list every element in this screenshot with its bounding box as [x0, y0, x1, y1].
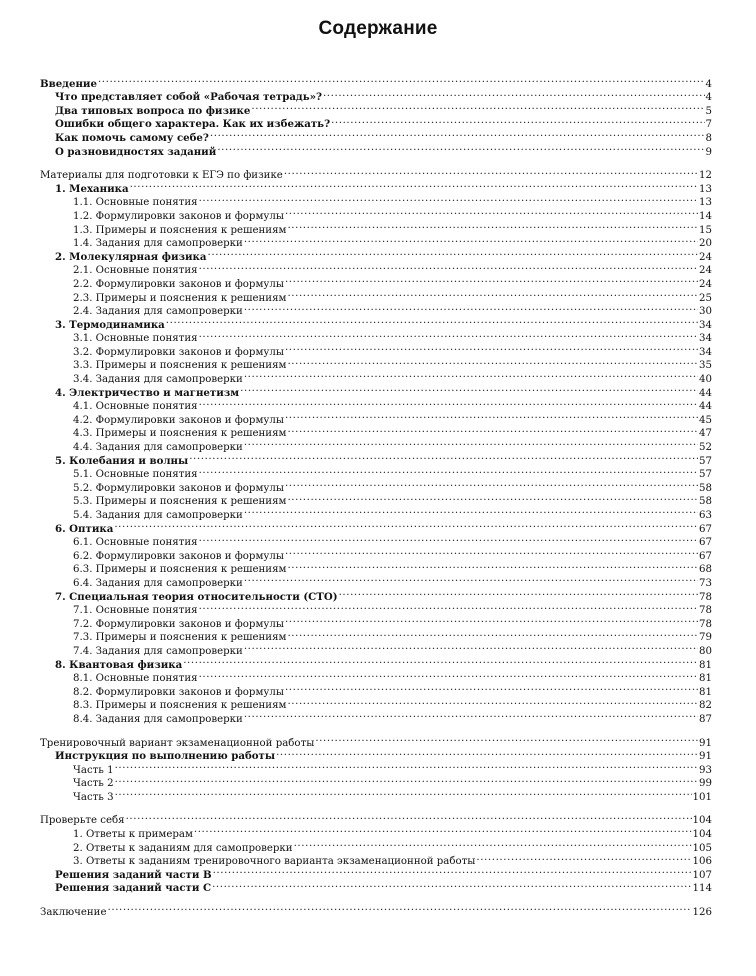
- dot-leader: [240, 382, 698, 396]
- toc-entry-title: 8.4. Задания для самопроверки: [73, 713, 243, 725]
- toc-entry-title: 7.1. Основные понятия: [73, 605, 198, 617]
- dot-leader: [251, 100, 704, 114]
- toc-entry-page: 34: [699, 346, 712, 358]
- dot-leader: [285, 681, 698, 695]
- toc-entry-title: 7.3. Примеры и пояснения к решениям: [73, 632, 287, 644]
- dot-leader: [199, 328, 698, 342]
- dot-leader: [244, 436, 698, 450]
- toc-entry-title: 4.1. Основные понятия: [73, 401, 198, 413]
- dot-leader: [126, 810, 692, 824]
- dot-leader: [199, 464, 698, 478]
- toc-entry-page: 104: [692, 815, 712, 827]
- dot-leader: [284, 165, 698, 179]
- toc-entry-page: 91: [699, 751, 712, 763]
- dot-leader: [285, 273, 698, 287]
- table-of-contents: [40, 73, 712, 919]
- dot-leader: [194, 823, 692, 837]
- toc-entry-page: 58: [699, 496, 712, 508]
- toc-entry-title: 7.4. Задания для самопроверки: [73, 645, 243, 657]
- dot-leader: [189, 450, 698, 464]
- dot-leader: [199, 192, 698, 206]
- dot-leader: [114, 518, 698, 532]
- dot-leader: [287, 355, 698, 369]
- toc-entry-title: 2. Молекулярная физика: [55, 250, 207, 263]
- dot-leader: [285, 477, 698, 491]
- toc-entry-page: 4: [705, 92, 712, 104]
- toc-entry-title: 6.2. Формулировки законов и формулы: [73, 550, 284, 562]
- toc-entry-title: Тренировочный вариант экзаменационной работы: [40, 737, 315, 749]
- toc-entry-title: Как помочь самому себе?: [55, 131, 209, 144]
- toc-entry-title: 2. Ответы к заданиям для самопроверки: [73, 842, 293, 854]
- dot-leader: [287, 219, 698, 233]
- toc-entry-title: 8.1. Основные понятия: [73, 673, 198, 685]
- toc-entry-page: 35: [699, 360, 712, 372]
- toc-entry-page: 44: [699, 401, 712, 413]
- toc-entry-page: 15: [699, 224, 712, 236]
- toc-entry: [40, 518, 712, 535]
- dot-leader: [115, 786, 692, 800]
- toc-entry-page: 80: [699, 645, 712, 657]
- toc-entry-page: 81: [699, 686, 712, 698]
- toc-entry-page: 57: [699, 469, 712, 481]
- toc-entry: [40, 901, 712, 919]
- dot-leader: [287, 423, 698, 437]
- toc-entry-title: 1. Ответы к примерам: [73, 829, 193, 841]
- toc-entry-page: 45: [699, 414, 712, 426]
- toc-entry-title: 8.2. Формулировки законов и формулы: [73, 686, 284, 698]
- toc-entry-title: Что представляет собой «Рабочая тетрадь»?: [55, 91, 322, 104]
- toc-entry-page: 8: [705, 132, 712, 144]
- dot-leader: [323, 87, 705, 101]
- toc-entry-title: 2.3. Примеры и пояснения к решениям: [73, 292, 287, 304]
- toc-entry-title: 7. Специальная теория относительности (СТО): [55, 590, 338, 603]
- toc-entry-page: 20: [699, 238, 712, 250]
- dot-leader: [285, 409, 698, 423]
- dot-leader: [199, 396, 698, 410]
- dot-leader: [199, 532, 698, 546]
- dot-leader: [287, 287, 698, 301]
- dot-leader: [115, 773, 698, 787]
- toc-entry: [40, 773, 712, 790]
- dot-leader: [244, 233, 698, 247]
- toc-entry-title: Инструкция по выполнению работы: [55, 750, 276, 763]
- toc-entry-title: 4.2. Формулировки законов и формулы: [73, 414, 284, 426]
- toc-entry-page: 78: [699, 605, 712, 617]
- toc-entry-title: 6.4. Задания для самопроверки: [73, 577, 243, 589]
- toc-entry-page: 34: [699, 333, 712, 345]
- toc-entry-title: Часть 3: [73, 791, 114, 803]
- toc-entry-title: 2.2. Формулировки законов и формулы: [73, 278, 284, 290]
- toc-entry-page: 9: [705, 146, 712, 158]
- toc-entry-title: Материалы для подготовки к ЕГЭ по физике: [40, 170, 283, 182]
- dot-leader: [285, 205, 698, 219]
- toc-entry-page: 126: [692, 907, 712, 919]
- dot-leader: [285, 341, 698, 355]
- toc-entry: [40, 823, 712, 841]
- toc-entry-title: Заключение: [40, 907, 107, 919]
- toc-entry-title: Введение: [40, 77, 97, 90]
- dot-leader: [130, 178, 698, 192]
- toc-entry-title: 5.2. Формулировки законов и формулы: [73, 482, 284, 494]
- toc-entry-page: 67: [699, 537, 712, 549]
- dot-leader: [213, 864, 692, 878]
- toc-entry-title: 3. Термодинамика: [55, 318, 165, 331]
- toc-entry-page: 78: [699, 618, 712, 630]
- toc-entry-page: 68: [699, 564, 712, 576]
- toc-entry-title: 3.4. Задания для самопроверки: [73, 374, 243, 386]
- dot-leader: [115, 759, 698, 773]
- toc-entry-page: 13: [699, 197, 712, 209]
- toc-entry-title: 2.4. Задания для самопроверки: [73, 306, 243, 318]
- toc-entry-page: 57: [699, 455, 712, 467]
- dot-leader: [315, 732, 698, 746]
- toc-entry-page: 44: [699, 387, 712, 399]
- toc-entry-page: 101: [692, 791, 712, 803]
- toc-entry-page: 58: [699, 482, 712, 494]
- toc-entry: [40, 810, 712, 827]
- dot-leader: [287, 491, 698, 505]
- toc-entry-title: 3.3. Примеры и пояснения к решениям: [73, 360, 287, 372]
- toc-entry-page: 34: [699, 319, 712, 331]
- toc-entry-title: 6.1. Основные понятия: [73, 537, 198, 549]
- dot-leader: [331, 114, 704, 128]
- toc-entry: [40, 192, 712, 209]
- toc-entry-title: 1. Механика: [55, 182, 129, 195]
- toc-entry-title: О разновидностях заданий: [55, 145, 217, 158]
- dot-leader: [244, 708, 698, 722]
- toc-entry-page: 78: [699, 591, 712, 603]
- dot-leader: [287, 627, 698, 641]
- toc-entry: [40, 73, 712, 90]
- toc-entry-title: 5.1. Основные понятия: [73, 469, 198, 481]
- toc-entry-title: 5.4. Задания для самопроверки: [73, 510, 243, 521]
- toc-entry-page: 12: [699, 170, 712, 182]
- toc-entry: [40, 786, 712, 803]
- toc-entry-title: 4. Электричество и магнетизм: [55, 386, 240, 399]
- toc-entry: [40, 178, 712, 195]
- toc-entry-page: 81: [699, 673, 712, 685]
- dot-leader: [199, 260, 698, 274]
- toc-entry-page: 87: [699, 713, 712, 725]
- toc-entry: [40, 759, 712, 776]
- toc-entry-title: 1.1. Основные понятия: [73, 197, 198, 209]
- dot-leader: [287, 559, 698, 573]
- dot-leader: [476, 851, 691, 865]
- toc-entry-title: 7.2. Формулировки законов и формулы: [73, 618, 284, 630]
- toc-entry-title: 1.3. Примеры и пояснения к решениям: [73, 224, 287, 236]
- toc-entry-title: 2.1. Основные понятия: [73, 265, 198, 277]
- toc-entry-page: 107: [692, 869, 712, 881]
- dot-leader: [285, 545, 698, 559]
- dot-leader: [244, 504, 698, 518]
- toc-entry-title: Решения заданий части В: [55, 868, 212, 881]
- toc-entry-title: 1.4. Задания для самопроверки: [73, 238, 243, 250]
- toc-entry-title: 8. Квантовая физика: [55, 658, 183, 671]
- toc-entry-title: 8.3. Примеры и пояснения к решениям: [73, 700, 287, 712]
- toc-entry-title: Два типовых вопроса по физике: [55, 104, 251, 117]
- toc-entry-title: Проверьте себя: [40, 815, 125, 827]
- dot-leader: [244, 368, 698, 382]
- toc-entry-page: 114: [692, 883, 712, 895]
- toc-entry-title: Часть 2: [73, 778, 114, 790]
- toc-entry: [40, 532, 712, 549]
- toc-entry-title: Часть 1: [73, 764, 114, 776]
- toc-entry-title: 6.3. Примеры и пояснения к решениям: [73, 564, 287, 576]
- toc-entry-title: 5. Колебания и волны: [55, 454, 189, 467]
- toc-entry-page: 91: [699, 737, 712, 749]
- dot-leader: [276, 746, 698, 760]
- toc-entry-page: 104: [692, 829, 712, 841]
- dot-leader: [210, 127, 705, 141]
- toc-entry-page: 106: [692, 856, 712, 868]
- toc-entry-page: 99: [699, 778, 712, 790]
- toc-entry-title: 1.2. Формулировки законов и формулы: [73, 210, 284, 222]
- toc-entry-page: 40: [699, 374, 712, 386]
- toc-entry-page: 24: [699, 265, 712, 277]
- toc-entry: [40, 732, 712, 749]
- dot-leader: [199, 668, 698, 682]
- dot-leader: [294, 837, 692, 851]
- toc-entry-page: 47: [699, 428, 712, 440]
- page-title: Содержание: [318, 18, 438, 39]
- toc-entry-page: 13: [699, 183, 712, 195]
- toc-entry-page: 67: [699, 550, 712, 562]
- toc-entry-title: 3.2. Формулировки законов и формулы: [73, 346, 284, 358]
- dot-leader: [212, 878, 691, 892]
- toc-entry-page: 105: [692, 842, 712, 854]
- toc-entry-page: 82: [699, 700, 712, 712]
- toc-entry-title: 4.3. Примеры и пояснения к решениям: [73, 428, 287, 440]
- toc-entry-title: 5.3. Примеры и пояснения к решениям: [73, 496, 287, 508]
- dot-leader: [244, 640, 698, 654]
- toc-entry-title: Ошибки общего характера. Как их избежать?: [55, 118, 331, 131]
- toc-entry-title: 6. Оптика: [55, 522, 114, 535]
- toc-entry-title: 3. Ответы к заданиям тренировочного варианта экзаменационной работы: [73, 856, 476, 868]
- dot-leader: [217, 141, 704, 155]
- toc-entry-page: 24: [699, 251, 712, 263]
- toc-entry-page: 52: [699, 442, 712, 454]
- dot-leader: [244, 301, 698, 315]
- toc-entry-page: 5: [705, 105, 712, 117]
- toc-entry-title: 3.1. Основные понятия: [73, 333, 198, 345]
- dot-leader: [166, 314, 698, 328]
- toc-entry: [40, 87, 712, 104]
- toc-entry-page: 30: [699, 306, 712, 318]
- toc-entry-page: 63: [699, 510, 712, 521]
- dot-leader: [244, 572, 698, 586]
- dot-leader: [339, 586, 698, 600]
- dot-leader: [183, 654, 698, 668]
- dot-leader: [108, 901, 692, 915]
- toc-entry-page: 81: [699, 659, 712, 671]
- toc-entry-title: 4.4. Задания для самопроверки: [73, 442, 243, 454]
- dot-leader: [208, 246, 699, 260]
- dot-leader: [98, 73, 705, 87]
- dot-leader: [199, 600, 698, 614]
- toc-entry-page: 67: [699, 523, 712, 535]
- dot-leader: [287, 695, 698, 709]
- toc-entry-page: 14: [699, 210, 712, 222]
- toc-entry-page: 7: [705, 119, 712, 131]
- toc-entry-page: 73: [699, 577, 712, 589]
- dot-leader: [285, 613, 698, 627]
- toc-entry-page: 24: [699, 278, 712, 290]
- toc-entry-page: 93: [699, 764, 712, 776]
- toc-entry-title: Решения заданий части С: [55, 882, 212, 895]
- toc-entry: [40, 165, 712, 182]
- toc-entry-page: 25: [699, 292, 712, 304]
- toc-entry-page: 79: [699, 632, 712, 644]
- toc-entry-page: 4: [705, 78, 712, 90]
